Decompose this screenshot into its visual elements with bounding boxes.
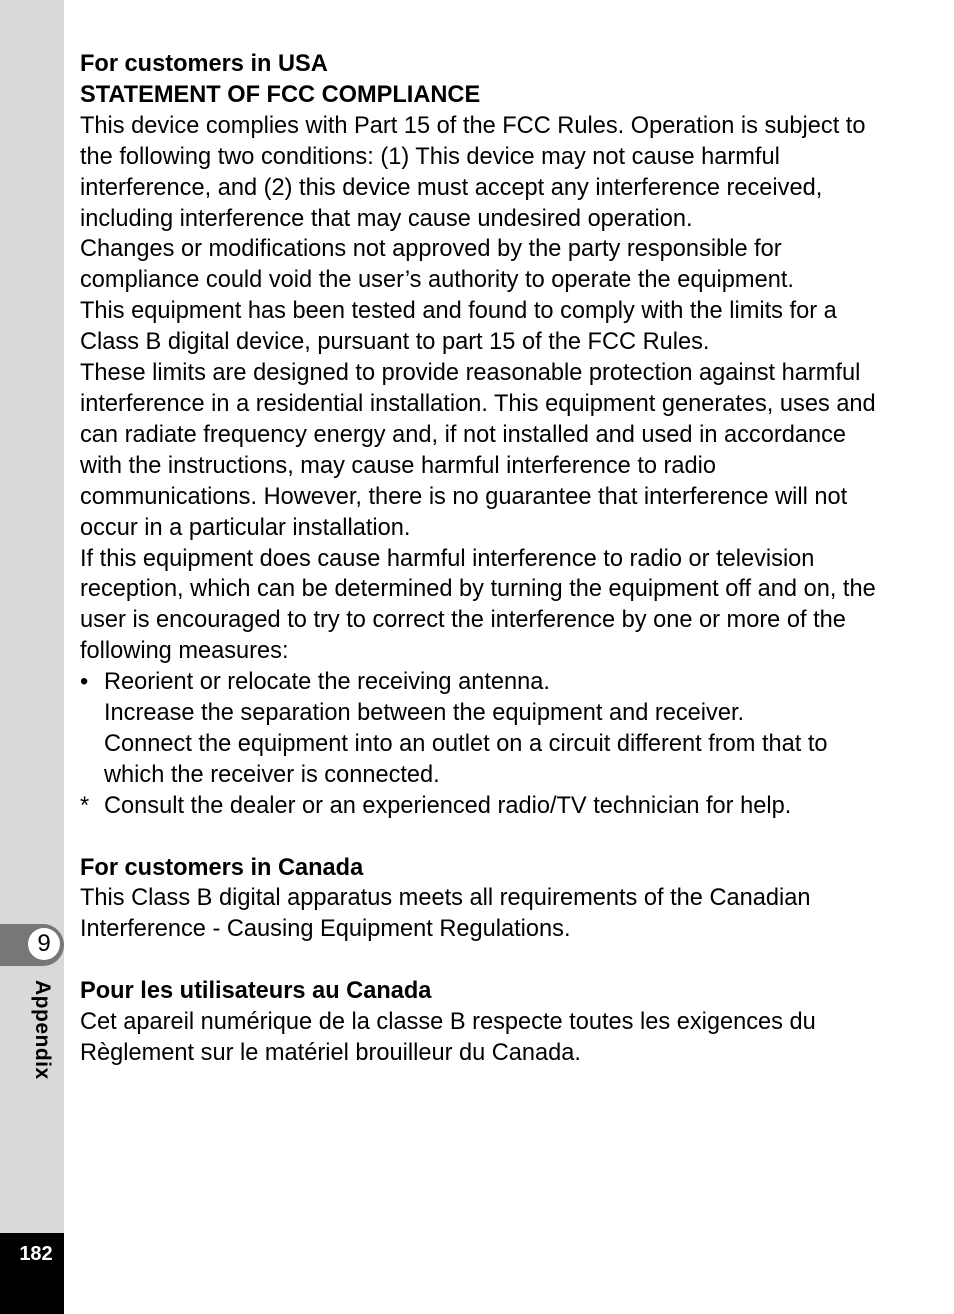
canada-fr-heading: Pour les utilisateurs au Canada [80, 978, 432, 1005]
measure-item [80, 667, 880, 698]
fcc-paragraph-1: This device complies with Part 15 of the FCC Rules. Operation is subject to the following two conditions: (1) This device may not cause harmful interference, and (2) this device must accept any interference received, including interference that may cause undesired operation. [80, 112, 866, 232]
bullet-marker [80, 698, 104, 729]
bullet-marker: • [80, 669, 89, 696]
measure-item [80, 791, 880, 822]
chapter-number: 9 [28, 928, 60, 960]
usa-heading: For customers in USA [80, 51, 328, 77]
page-content [80, 49, 880, 1069]
bullet-marker [80, 729, 104, 791]
fcc-paragraph-5: If this equipment does cause harmful interference to radio or television reception, which can be determined by turning the equipment off and on, the user is encouraged to try to correct the interference by one or more of the following measures: [80, 545, 876, 665]
canada-heading: For customers in Canada [80, 854, 364, 881]
fcc-heading: STATEMENT OF FCC COMPLIANCE [80, 81, 481, 108]
fcc-paragraph-4: These limits are designed to provide reasonable protection against harmful interference in a residential installation. This equipment generates, uses and can radiate frequency energy and, if not installed and used in accordance with the instructions, may cause harmful interference to radio communications. However, there is no guarantee that interference will not occur in a particular installation. [80, 360, 876, 541]
chapter-name: Appendix [31, 980, 54, 1080]
section-spacer [80, 822, 880, 853]
measure-text: Reorient or relocate the receiving antenna. [104, 669, 550, 696]
fcc-paragraph-3: This equipment has been tested and found to comply with the limits for a Class B digital device, pursuant to part 15 of the FCC Rules. [80, 298, 837, 356]
measure-text: Increase the separation between the equipment and receiver. [104, 700, 745, 727]
sidebar [0, 0, 64, 1314]
canada-fr-text: Cet apareil numérique de la classe B respecte toutes les exigences du Règlement sur le matériel brouilleur du Canada. [80, 1009, 816, 1066]
page-number: 182 [19, 1243, 53, 1265]
canada-text: This Class B digital apparatus meets all requirements of the Canadian Interference - Causing Equipment Regulations. [80, 885, 811, 943]
measure-item [80, 729, 880, 791]
section-spacer [80, 945, 880, 976]
fcc-paragraph-2: Changes or modifications not approved by the party responsible for compliance could void the user’s authority to operate the equipment. [80, 236, 794, 294]
measure-item [80, 698, 880, 729]
measure-text: Consult the dealer or an experienced radio/TV technician for help. [104, 792, 792, 819]
asterisk-marker: * [80, 792, 90, 819]
measure-text: Connect the equipment into an outlet on a circuit different from that to which the receiver is connected. [104, 730, 828, 788]
